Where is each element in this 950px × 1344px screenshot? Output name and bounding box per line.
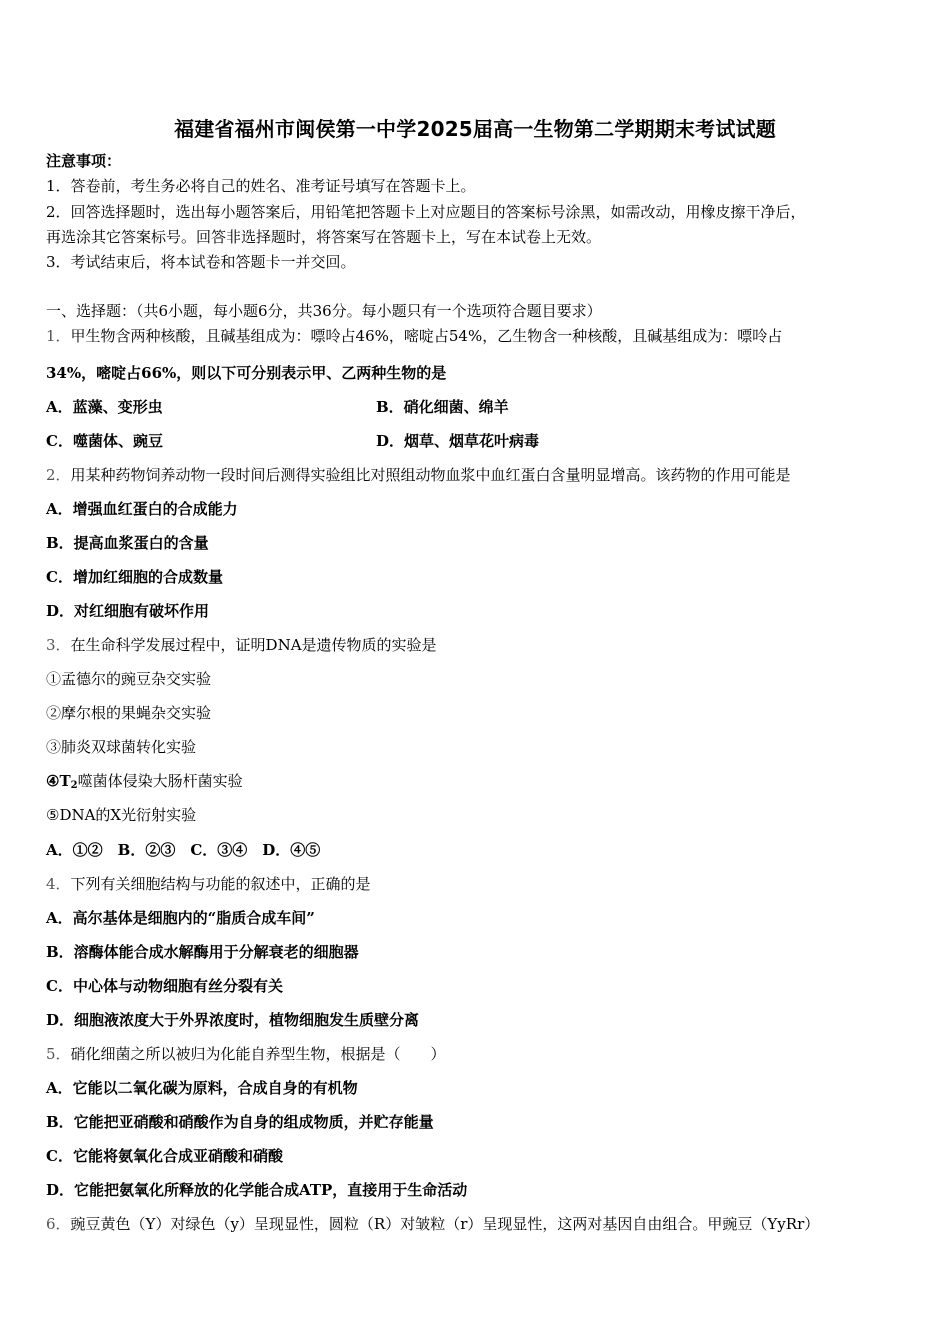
question-number: 2． <box>46 466 71 484</box>
statement-3: ③肺炎双球菌转化实验 <box>46 738 197 756</box>
question-6 <box>46 1214 910 1234</box>
section-heading: 一、选择题：（共6小题，每小题6分，共36分。每小题只有一个选项符合题目要求） <box>46 302 602 320</box>
question-text: 在生命科学发展过程中，证明DNA是遗传物质的实验是 <box>70 636 437 654</box>
question-text: 甲生物含两种核酸，且碱基组成为：嘌呤占46%，嘧啶占54%，乙生物含一种核酸，且碱基组成为：嘌呤占 <box>70 327 783 345</box>
question-3 <box>46 635 910 655</box>
statement-5: ⑤DNA的X光衍射实验 <box>46 806 197 824</box>
question-text: 硝化细菌之所以被归为化能自养型生物，根据是（ ） <box>70 1045 446 1063</box>
question-text: 用某种药物饲养动物一段时间后测得实验组比对照组动物血浆中血红蛋白含量明显增高。该药物的作用可能是 <box>70 466 791 484</box>
notice-item-2-cont: 再选涂其它答案标号。回答非选择题时，将答案写在答题卡上，写在本试卷上无效。 <box>46 228 602 246</box>
question-text: 下列有关细胞结构与功能的叙述中，正确的是 <box>70 875 371 893</box>
option-b: B．溶酶体能合成水解酶用于分解衰老的细胞器 <box>46 943 359 961</box>
question-2 <box>46 465 910 485</box>
notice-item-1: 1．答卷前，考生务必将自己的姓名、准考证号填写在答题卡上。 <box>46 177 476 195</box>
option-d: D．对红细胞有破坏作用 <box>46 602 210 620</box>
question-1-cont: 34%，嘧啶占66%，则以下可分别表示甲、乙两种生物的是 <box>46 364 447 382</box>
question-5 <box>46 1044 910 1064</box>
notice-item-3: 3．考试结束后，将本试卷和答题卡一并交回。 <box>46 253 356 271</box>
question-number: 1． <box>46 327 71 345</box>
option-c: C．增加红细胞的合成数量 <box>46 568 223 586</box>
option-c: C．它能将氨氧化合成亚硝酸和硝酸 <box>46 1147 283 1165</box>
option-d: D．它能把氨氧化所释放的化学能合成ATP，直接用于生命活动 <box>46 1181 468 1199</box>
statement-4: $④T_2$噬菌体侵染大肠杆菌实验 <box>46 772 243 791</box>
notice-heading: 注意事项： <box>46 152 122 170</box>
question-number: 4． <box>46 875 71 893</box>
option-d: D．细胞液浓度大于外界浓度时，植物细胞发生质壁分离 <box>46 1011 420 1029</box>
option-a: A．增强血红蛋白的合成能力 <box>46 500 238 518</box>
page-title: 福建省福州市闽侯第一中学2025届高一生物第二学期期末考试试题 <box>174 117 776 141</box>
option-a: A．高尔基体是细胞内的“脂质合成车间” <box>46 909 315 927</box>
question-number: 3． <box>46 636 71 654</box>
question-text: 豌豆黄色（Y）对绿色（y）呈现显性，圆粒（R）对皱粒（r）呈现显性，这两对基因自由组合。甲豌豆（YyRr） <box>70 1215 820 1233</box>
question-4 <box>46 874 910 894</box>
statement-2: ②摩尔根的果蝇杂交实验 <box>46 704 212 722</box>
option-d: D．烟草、烟草花叶病毒 <box>376 432 540 450</box>
notice-item-2: 2．回答选择题时，选出每小题答案后，用铅笔把答题卡上对应题目的答案标号涂黑，如需改动，用橡皮擦干净后， <box>46 203 806 221</box>
option-b: B．它能把亚硝酸和硝酸作为自身的组成物质，并贮存能量 <box>46 1113 434 1131</box>
question-1 <box>46 326 910 346</box>
options-row: A．①② B．②③ C．③④ D．④⑤ <box>46 841 321 859</box>
option-c: C．噬菌体、豌豆 <box>46 432 163 450</box>
option-row <box>46 397 910 417</box>
statement-1: ①孟德尔的豌豆杂交实验 <box>46 670 212 688</box>
option-a: A．蓝藻、变形虫 <box>46 398 163 416</box>
option-a: A．它能以二氧化碳为原料，合成自身的有机物 <box>46 1079 358 1097</box>
question-number: 6． <box>46 1215 71 1233</box>
option-c: C．中心体与动物细胞有丝分裂有关 <box>46 977 283 995</box>
option-b: B．硝化细菌、绵羊 <box>376 398 509 416</box>
option-b: B．提高血浆蛋白的含量 <box>46 534 209 552</box>
question-number: 5． <box>46 1045 71 1063</box>
option-row <box>46 431 910 451</box>
